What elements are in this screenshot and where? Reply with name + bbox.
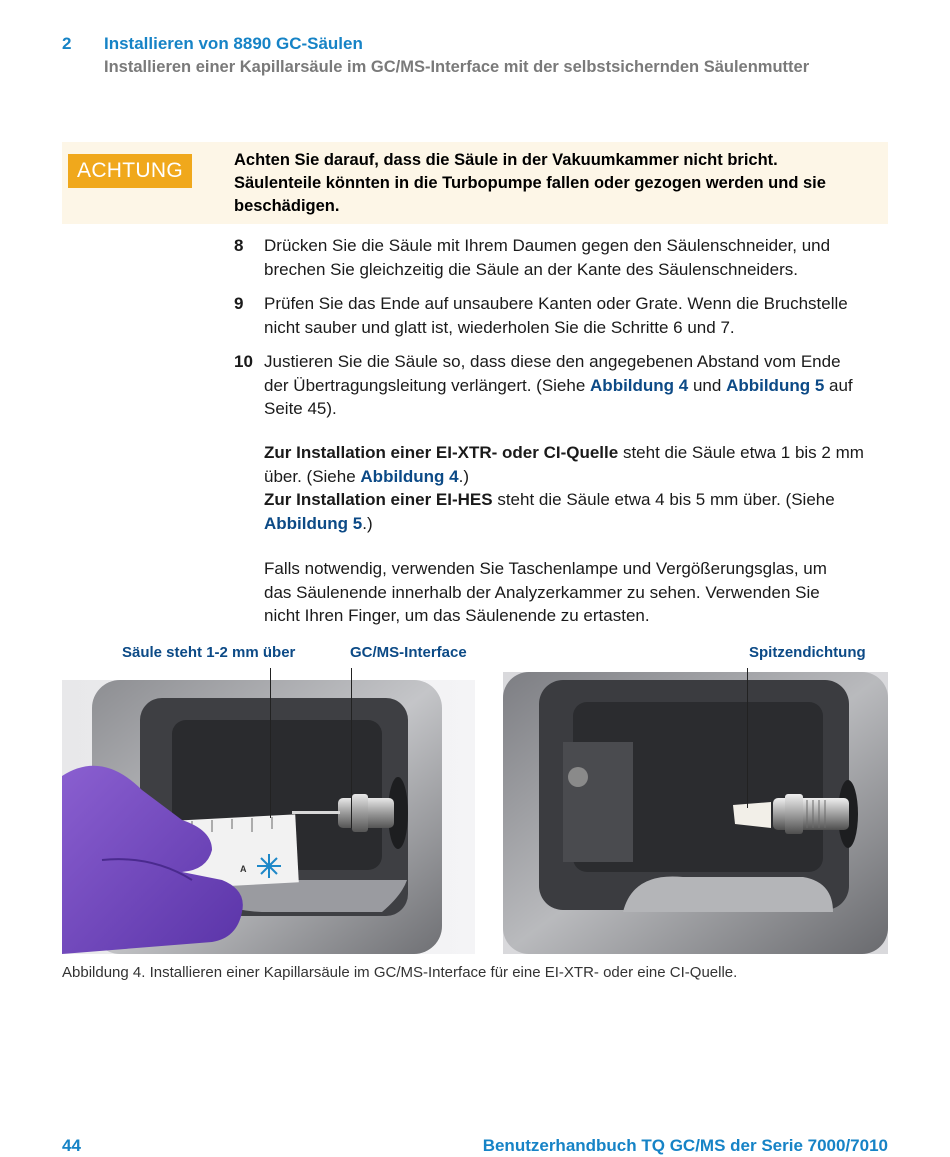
leader-line-tip-seal — [747, 668, 748, 808]
caution-label: ACHTUNG — [68, 154, 192, 188]
figure-caption: Abbildung 4. Installieren einer Kapillarsäule im GC/MS-Interface für eine EI-XTR- oder eine CI-Quelle. — [62, 964, 738, 981]
ruler-brand-text: A — [240, 864, 247, 874]
step-text: Drücken Sie die Säule mit Ihrem Daumen gegen den Säulenschneider, und brechen Sie gleichzeitig die Säule an der Kante des Säulenschneiders. — [264, 236, 831, 279]
callout-tip-seal: Spitzendichtung — [749, 644, 866, 661]
link-abbildung-5[interactable]: Abbildung 5 — [264, 513, 363, 533]
photo-tip-seal — [503, 672, 888, 954]
section-title: Installieren einer Kapillarsäule im GC/MS-Interface mit der selbstsichernden Säulenmutter — [104, 58, 810, 76]
page-number: 44 — [62, 1136, 81, 1155]
step-number: 9 — [234, 294, 244, 313]
callout-column-protrusion: Säule steht 1-2 mm über — [122, 644, 296, 661]
step-number: 8 — [234, 236, 244, 255]
photo-column-installation — [62, 680, 475, 954]
manual-title: Benutzerhandbuch TQ GC/MS der Serie 7000/7010 — [482, 1136, 888, 1155]
link-abbildung-4[interactable]: Abbildung 4 — [590, 375, 689, 395]
leader-line-column — [270, 668, 271, 818]
caution-text: Achten Sie darauf, dass die Säule in der Vakuumkammer nicht bricht. Säulenteile könnten in die Turbopumpe fallen oder gezogen werden und sie beschädigen. — [234, 151, 826, 215]
note-paragraph: Falls notwendig, verwenden Sie Taschenlampe und Vergößerungsglas, um das Säulenende innerhalb der Analyzerkammer zu sehen. Verwenden Sie nicht Ihren Finger, um das Säulenende zu ertasten. — [264, 559, 827, 625]
step-number: 10 — [234, 352, 253, 371]
chapter-title: Installieren von 8890 GC-Säulen — [104, 34, 363, 53]
chapter-number: 2 — [62, 34, 72, 53]
leader-line-interface — [351, 668, 352, 828]
link-abbildung-4[interactable]: Abbildung 4 — [360, 466, 459, 486]
install-notes: Zur Installation einer EI-XTR- oder CI-Quelle steht die Säule etwa 1 bis 2 mm über. (Siehe Abbildung 4.) Zur Installation einer EI-HES steht die Säule etwa 4 bis 5 mm über. (Siehe Abbildung 5.) — [264, 443, 864, 533]
callout-gcms-interface: GC/MS-Interface — [350, 644, 467, 661]
step-text: Prüfen Sie das Ende auf unsaubere Kanten oder Grate. Wenn die Bruchstelle nicht sauber und glatt ist, wiederholen Sie die Schritte 6 und 7. — [264, 294, 848, 337]
link-abbildung-5[interactable]: Abbildung 5 — [726, 375, 825, 395]
step-text: Justieren Sie die Säule so, dass diese den angegebenen Abstand vom Ende der Übertragungsleitung verlängert. (Siehe Abbildung 4 und Abbildung 5 auf Seite 45). — [264, 352, 853, 418]
